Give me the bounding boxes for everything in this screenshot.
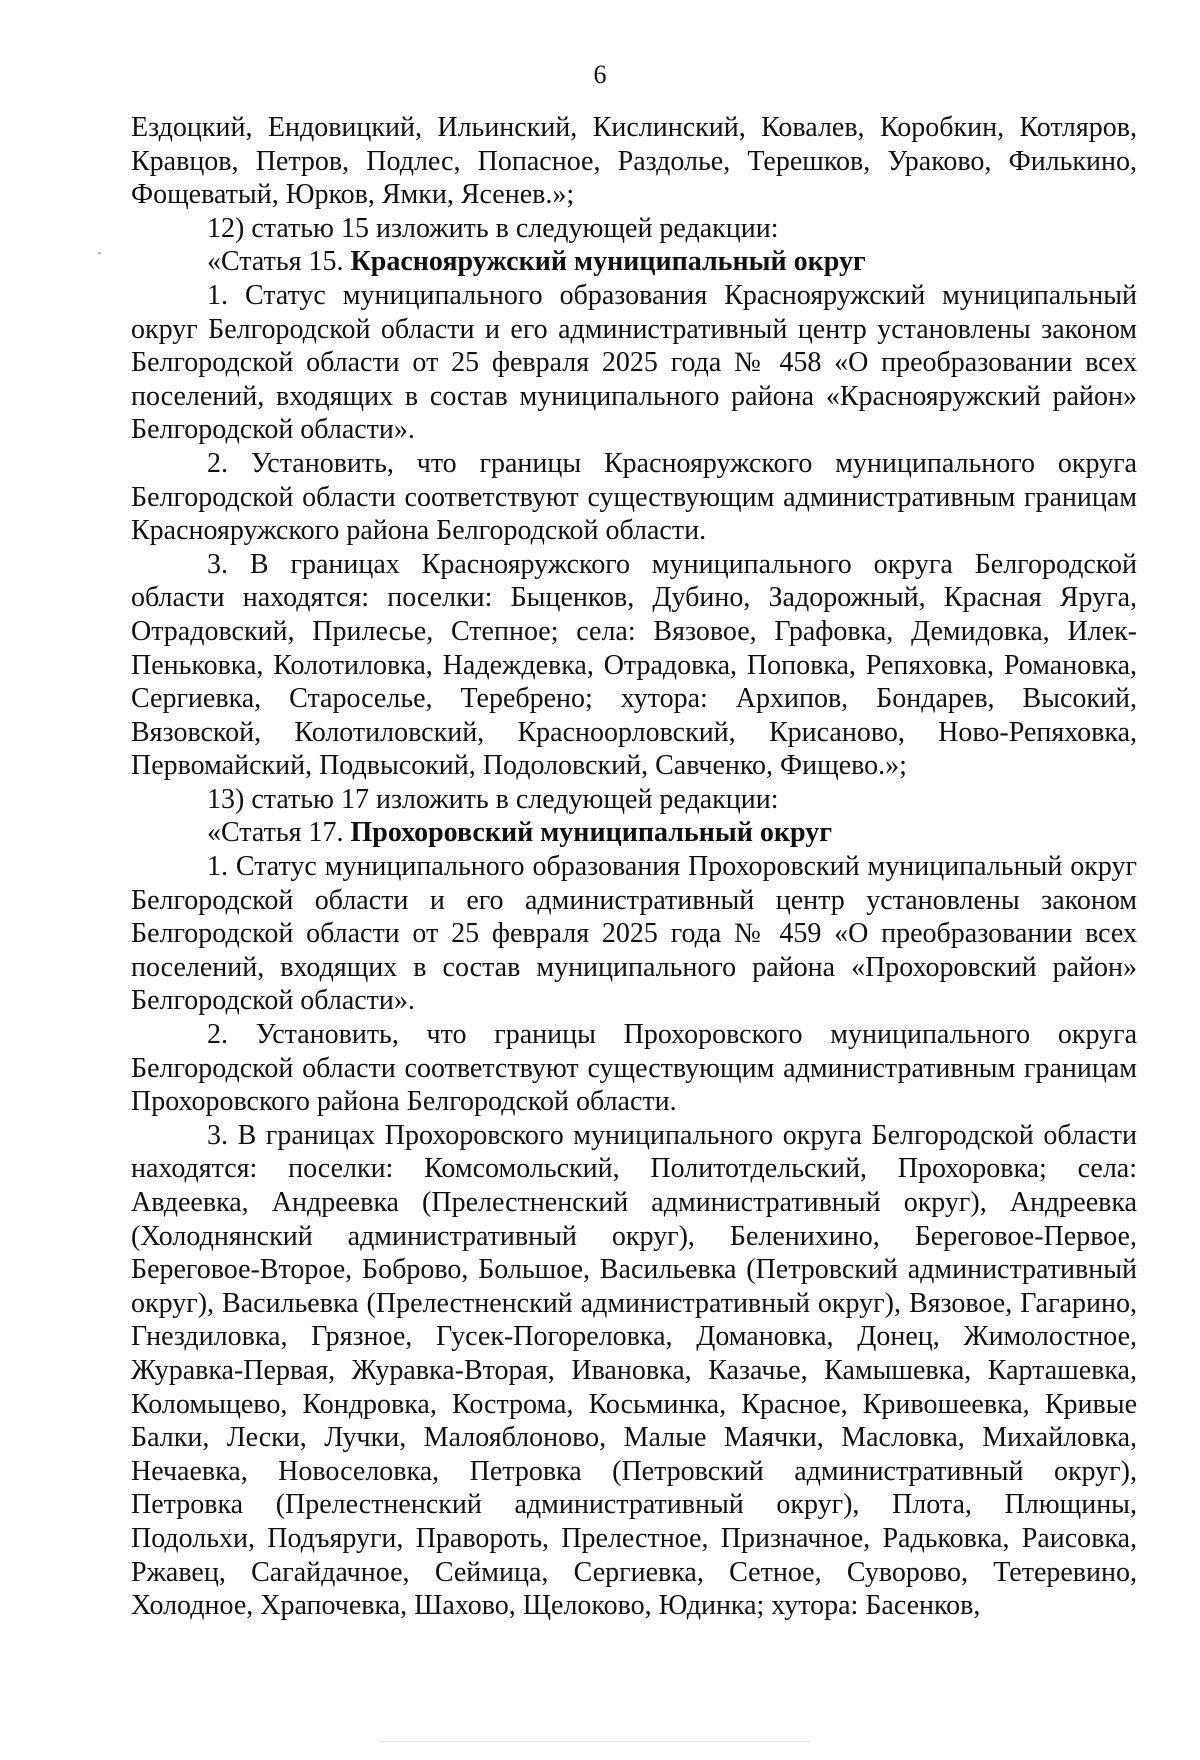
article-17-clause-3: 3. В границах Прохоровского муниципального округа Белгородской области находятся: поселки: Комсомольский, Политотдельский, Прохоровка; села: Авдеевка, Андреевка (Прелестненский административный округ), Андреевка (Холоднянский административный округ), Беленихино, Береговое-Первое, Береговое-Второе, Боброво, Большое, Васильевка (Петровский административный округ), Васильевка (Прелестненский административный округ), Вязовое, Гагарино, Гнездиловка, Грязное, Гусек-Погореловка, Домановка, Донец, Жимолостное, Журавка-Первая, Журавка-Вторая, Ивановка, Казачье, Камышевка, Карташевка, Коломыцево, Кондровка, Кострома, Косьминка, Красное, Кривошеевка, Кривые Балки, Лески, Лучки, Малояблоново, Малые Маячки, Масловка, Михайловка, Нечаевка, Новоселовка, Петровка (Петровский административный округ), Петровка (Прелестненский административный округ), Плота, Плющины, Подольхи, Подъяруги, Правороть, Прелестное, Призначное, Радьковка, Раисовка, Ржавец, Сагайдачное, Сеймица, Сергиевка, Сетное, Суворово, Тетеревино, Холодное, Храпочевка, Шахово, Щелоково, Юдинка; хутора: Басенков, bbox=[131, 1119, 1137, 1622]
article-17-clause-2: 2. Установить, что границы Прохоровского муниципального округа Белгородской области соответствуют существующим административным границам Прохоровского района Белгородской области. bbox=[131, 1019, 1137, 1118]
article-15-clause-3: 3. В границах Краснояружского муниципального округа Белгородской области находятся: поселки: Быценков, Дубино, Задорожный, Красная Яруга, Отрадовский, Прилесье, Степное; села: Вязовое, Графовка, Демидовка, Илек-Пеньковка, Колотиловка, Надеждевка, Отрадовка, Поповка, Репяховка, Романовка, Сергиевка, Староселье, Теребрено; хутора: Архипов, Бондарев, Высокий, Вязовской, Колотиловский, Красноорловский, Крисаново, Ново-Репяховка, Первомайский, Подвысокий, Подоловский, Савченко, Фищево.»; bbox=[131, 548, 1137, 782]
paragraph-continuation: Ездоцкий, Ендовицкий, Ильинский, Кислинский, Ковалев, Коробкин, Котляров, Кравцов, Петров, Подлес, Попасное, Раздолье, Терешков, Ураково, Филькино, Фощеватый, Юрков, Ямки, Ясенев.»; bbox=[131, 112, 1137, 211]
article-15-heading bbox=[131, 245, 1137, 279]
paragraph-item-12: 12) статью 15 изложить в следующей редакции: bbox=[207, 212, 779, 244]
article-15-clause-1: 1. Статус муниципального образования Краснояружский муниципальный округ Белгородской области и его административный центр установлены законом Белгородской области от 25 февраля 2025 года № 458 «О преобразовании всех поселений, входящих в состав муниципального района «Краснояружский район» Белгородской области». bbox=[131, 279, 1137, 446]
scan-artifact-dot bbox=[98, 252, 101, 254]
article-15-title: Краснояружский муниципальный округ bbox=[350, 246, 866, 278]
scan-artifact-line bbox=[380, 1741, 810, 1742]
document-body bbox=[131, 111, 1137, 1623]
article-17-title: Прохоровский муниципальный округ bbox=[350, 817, 832, 849]
page-number: 6 bbox=[593, 60, 607, 89]
article-15-number: «Статья 15. bbox=[207, 246, 351, 278]
article-15-clause-2: 2. Установить, что границы Краснояружского муниципального округа Белгородской области соответствуют существующим административным границам Краснояружского района Белгородской области. bbox=[131, 447, 1137, 547]
article-17-heading bbox=[131, 816, 1137, 850]
article-17-clause-1: 1. Статус муниципального образования Прохоровский муниципальный округ Белгородской области и его административный центр установлены законом Белгородской области от 25 февраля 2025 года № 459 «О преобразовании всех поселений, входящих в состав муниципального района «Прохоровский район» Белгородской области». bbox=[131, 851, 1137, 1017]
paragraph-item-13: 13) статью 17 изложить в следующей редакции: bbox=[207, 783, 779, 815]
article-17-number: «Статья 17. bbox=[207, 817, 351, 849]
